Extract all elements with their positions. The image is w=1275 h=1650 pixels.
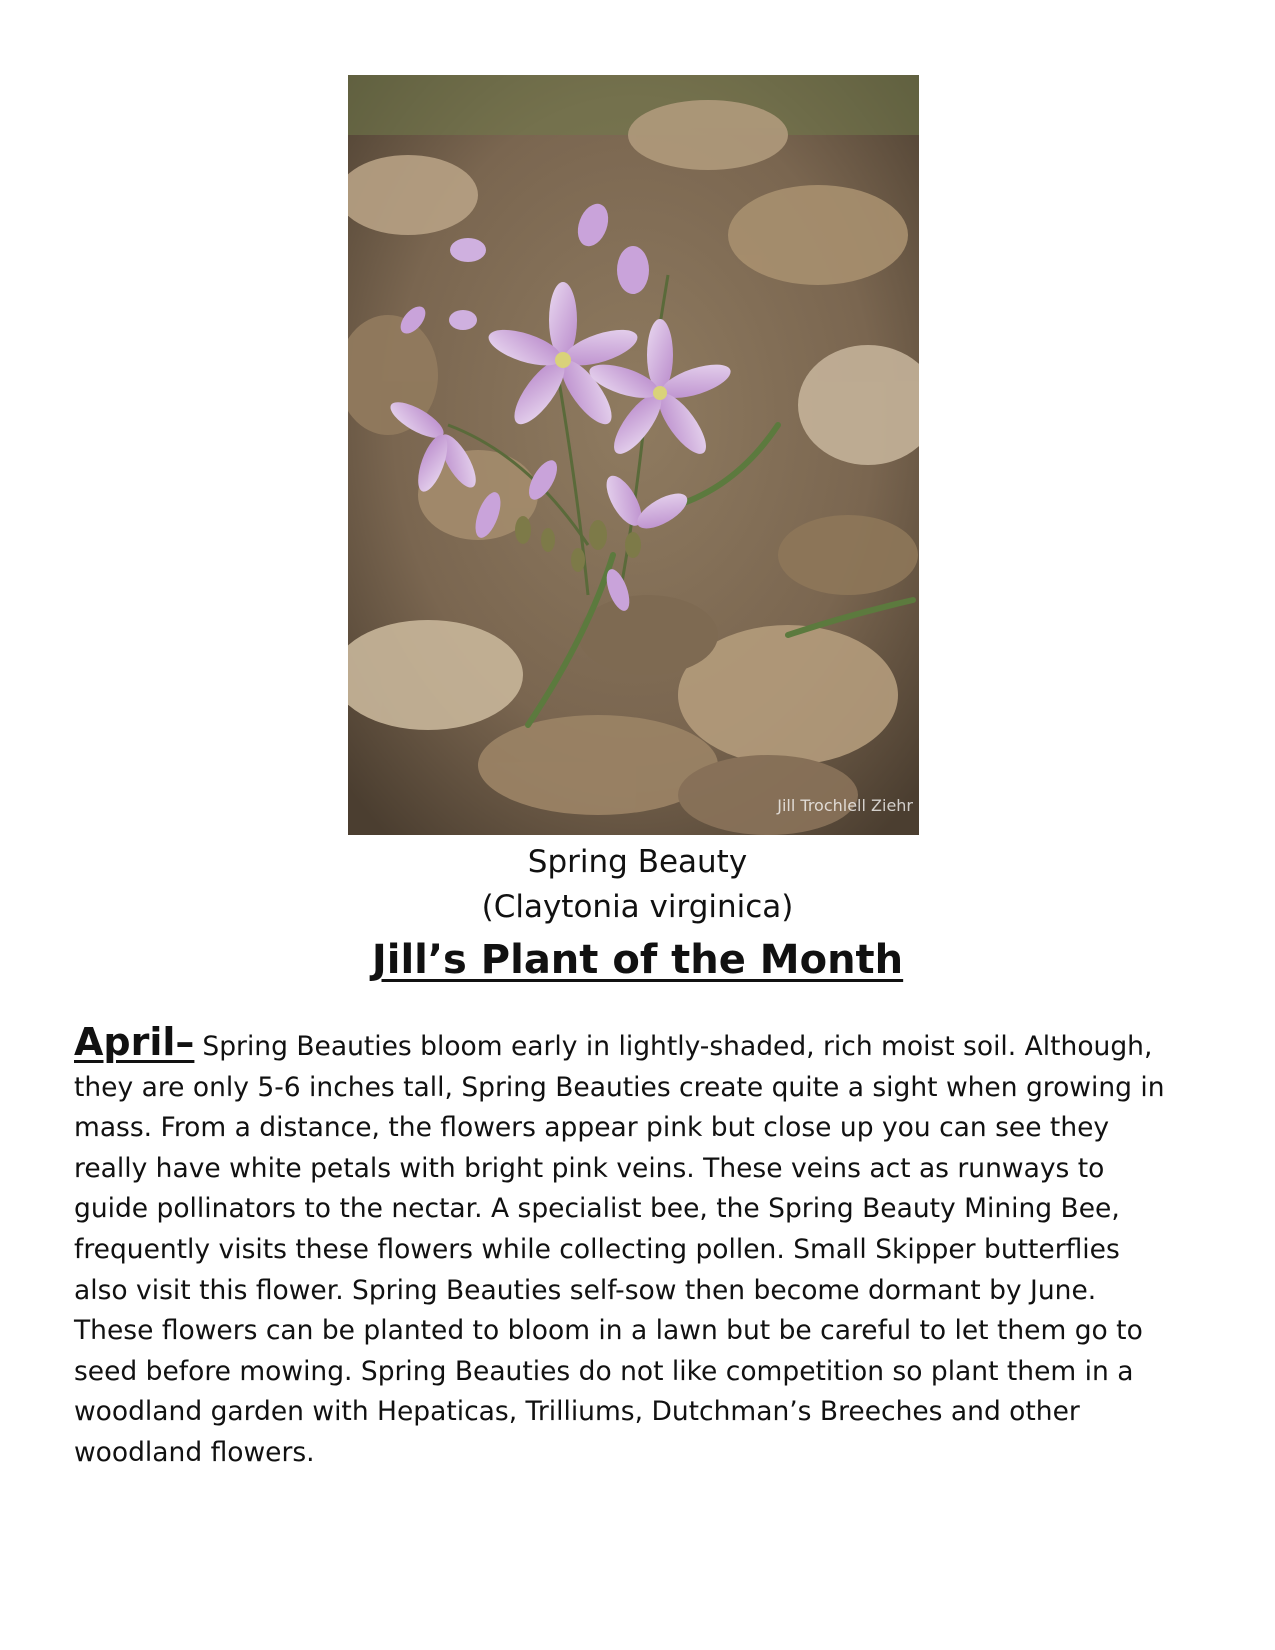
article-line: guide pollinators to the nectar. A specialist bee, the Spring Beauty Mining Bee, [74, 1193, 1120, 1225]
spring-beauty-photo [348, 75, 919, 835]
article-line: really have white petals with bright pink veins. These veins act as runways to [74, 1152, 1105, 1184]
article-line: also visit this flower. Spring Beauties self-sow then become dormant by June. [74, 1274, 1097, 1306]
article-line [74, 1022, 1194, 1068]
article-line: frequently visits these flowers while collecting pollen. Small Skipper butterflies [74, 1233, 1120, 1265]
article-line: mass. From a distance, the flowers appear pink but close up you can see they [74, 1112, 1110, 1144]
article-line: woodland garden with Hepaticas, Trilliums, Dutchman’s Breeches and other [74, 1396, 1080, 1428]
flower-photo-illustration [348, 75, 919, 835]
plant-common-name: Spring Beauty [527, 844, 748, 880]
month-label: April– [74, 1020, 195, 1064]
article-line: These flowers can be planted to bloom in a lawn but be careful to let them go to [74, 1315, 1143, 1347]
article-line: woodland flowers. [74, 1436, 315, 1468]
page-title [0, 934, 1275, 986]
article-line-text: Spring Beauties bloom early in lightly-shaded, rich moist soil. Although, [202, 1031, 1153, 1062]
article-line: they are only 5-6 inches tall, Spring Beauties create quite a sight when growing in [74, 1071, 1165, 1103]
plant-latin-name: (Claytonia virginica) [481, 889, 794, 925]
photo-credit-watermark: Jill Trochlell Ziehr [777, 796, 913, 815]
article-line: seed before mowing. Spring Beauties do not like competition so plant them in a [74, 1355, 1134, 1387]
page-title-text: Jill’s Plant of the Month [371, 937, 904, 983]
article-body [74, 1022, 1194, 1474]
